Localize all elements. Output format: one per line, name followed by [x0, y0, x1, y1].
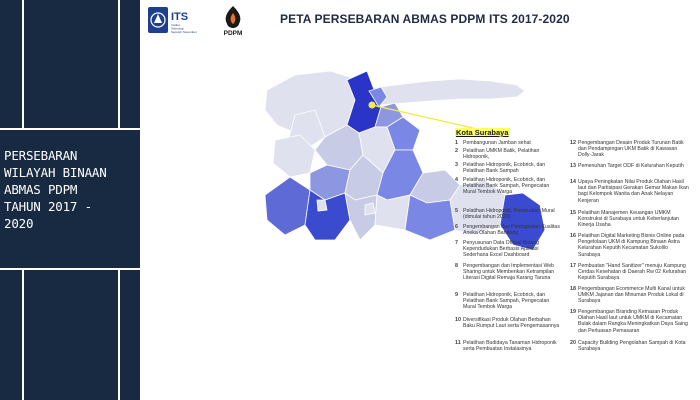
sidebar-title-line: PERSEBARAN: [4, 148, 78, 163]
its-logo-text: ITS: [171, 11, 189, 23]
surabaya-marker: [369, 102, 376, 109]
map-region: [375, 195, 410, 230]
legend-text: Pelatihan Hidroponik, Ecobrick, dan Pelatihan Bank Sampah: [463, 162, 546, 175]
sidebar-title-line: WILAYAH BINAAN: [4, 165, 107, 180]
map-region: [317, 200, 327, 211]
map-region: [265, 177, 310, 235]
legend-number: 7: [455, 240, 458, 246]
legend-text: Pelatihan Digital Marketing Bisnis Online pada Pengelolaan UKM di Kampung Binaan Astra Kelurahan Keputih Kecamatan Sukolilo Surabaya: [578, 233, 685, 258]
legend-text: Pengembangan dan Implementasi Web Sharing untuk Memberikan Ketrampilan Literasi Digital Remaja Karang Taruna: [463, 263, 555, 282]
decorative-line: [118, 270, 120, 400]
legend-text: Pembuatan "Hand Sanitizer" menuju Kampung Cerdas Kesehatan di Daerah Rw 02 Kelurahan Keputih Surabaya: [578, 263, 687, 282]
map-region: [365, 203, 375, 215]
decorative-line: [22, 0, 24, 128]
its-logo: [147, 4, 207, 38]
legend-text: Penyusunan Data Official Bidang Kependudukan Berbasis Aplikasi Sederhana Excel Dashboard: [463, 240, 540, 259]
its-logo-subtext: Sepuluh Nopember: [171, 30, 197, 34]
legend-number: 1: [455, 140, 458, 146]
legend-text: Pembangunan Jamban sehat: [463, 140, 531, 146]
legend-text: Pengembangan dan Peningkatan Kualitas Aneka Olahan Bandeng: [463, 224, 560, 237]
map-region: [345, 193, 377, 240]
legend-number: 11: [455, 340, 461, 346]
legend-text: Upaya Peningkatan Nilai Produk Olahan Hasil laut dan Partisipasi Gerakan Gemar Makan Ikan bagi Kelompok Wanita dan Anak Nelayan Kenjeran: [578, 179, 689, 204]
map-region: [370, 79, 525, 105]
legend-number: 6: [455, 224, 458, 230]
decorative-line: [118, 0, 120, 128]
legend-number: 10: [455, 317, 461, 323]
legend-text: Capacity Building Pengolahan Sampah di Kota Surabaya: [578, 340, 686, 353]
legend-text: Pelatihan Manajemen Keuangan UMKM Konstruksi di Surabaya untuk Keberlanjutan Kinerja Usaha: [578, 210, 679, 229]
sidebar-title-line: 2020: [4, 216, 34, 231]
page-title: PETA PERSEBARAN ABMAS PDPM ITS 2017-2020: [280, 12, 570, 26]
map-highlight-label: Kota Surabaya: [456, 128, 509, 137]
legend-number: 19: [570, 309, 576, 315]
legend-number: 17: [570, 263, 576, 269]
legend-text: Diversifikasi Produk Olahan Berbahan Baku Rumput Laut serta Pengemasannya: [463, 317, 560, 330]
legend-number: 16: [570, 233, 576, 239]
pdpm-logo: [218, 4, 248, 38]
legend-text: Pelatihan Hidroponik, Pembuatan Mural (dimulai tahun 2020): [463, 208, 555, 221]
legend-text: Pengembangan Desain Produk Turunan Batik dan Pendampingan UKM Batik di Kawasan Dolly-Jarak: [578, 140, 684, 159]
legend-text: Pelatihan Hidroponik, Ecobrick, dan Pelatihan Bank Sampah, Pengecatan Mural Tembok Warga: [463, 177, 550, 196]
its-logo-subtext: Institut: [171, 23, 180, 27]
pdpm-logo-text: PDPM: [223, 30, 243, 37]
decorative-line: [0, 268, 140, 270]
legend-number: 4: [455, 177, 458, 183]
legend-text: Pengembangan Ecommerce Multi Kanal untuk UMKM Jajanan dan Minuman Produk Lokal di Surabaya: [578, 286, 685, 305]
decorative-line: [0, 128, 140, 130]
legend-number: 3: [455, 162, 458, 168]
legend-number: 8: [455, 263, 458, 269]
legend-number: 15: [570, 210, 576, 216]
legend-number: 5: [455, 208, 458, 214]
legend-text: Pengembangan Branding Kemasan Produk Olahan Hasil laut untuk UMKM di Kecamatan Bulak dalam Rangka Meningkatkan Daya Saing dan Perluasan Pemasaran: [578, 309, 688, 334]
legend-number: 14: [570, 179, 576, 185]
legend-text: Pelatihan Budidaya Tanaman Hidroponik serta Pembuatan Instalasinya: [463, 340, 557, 353]
decorative-line: [22, 270, 24, 400]
legend-text: Pelatihan Hidroponik, Ecobrick, dan Pelatihan Bank Sampah, Pengecatan Mural Tembok Warga: [463, 292, 550, 311]
legend-number: 12: [570, 140, 576, 146]
legend-number: 9: [455, 292, 458, 298]
legend-number: 20: [570, 340, 576, 346]
sidebar-panel: [0, 0, 140, 400]
legend-text: Pemenuhan Target ODF di Kelurahan Keputih: [578, 163, 684, 169]
legend-number: 2: [455, 148, 458, 154]
sidebar-title: [4, 147, 136, 232]
its-logo-subtext: Teknologi: [171, 26, 184, 31]
sidebar-title-line: TAHUN 2017 -: [4, 199, 92, 214]
sidebar-title-line: ABMAS PDPM: [4, 182, 78, 197]
legend-number: 18: [570, 286, 576, 292]
legend-text: Pelatihan UMKM Batik, Pelatihan Hidroponik,: [463, 148, 540, 161]
legend-number: 13: [570, 163, 576, 169]
